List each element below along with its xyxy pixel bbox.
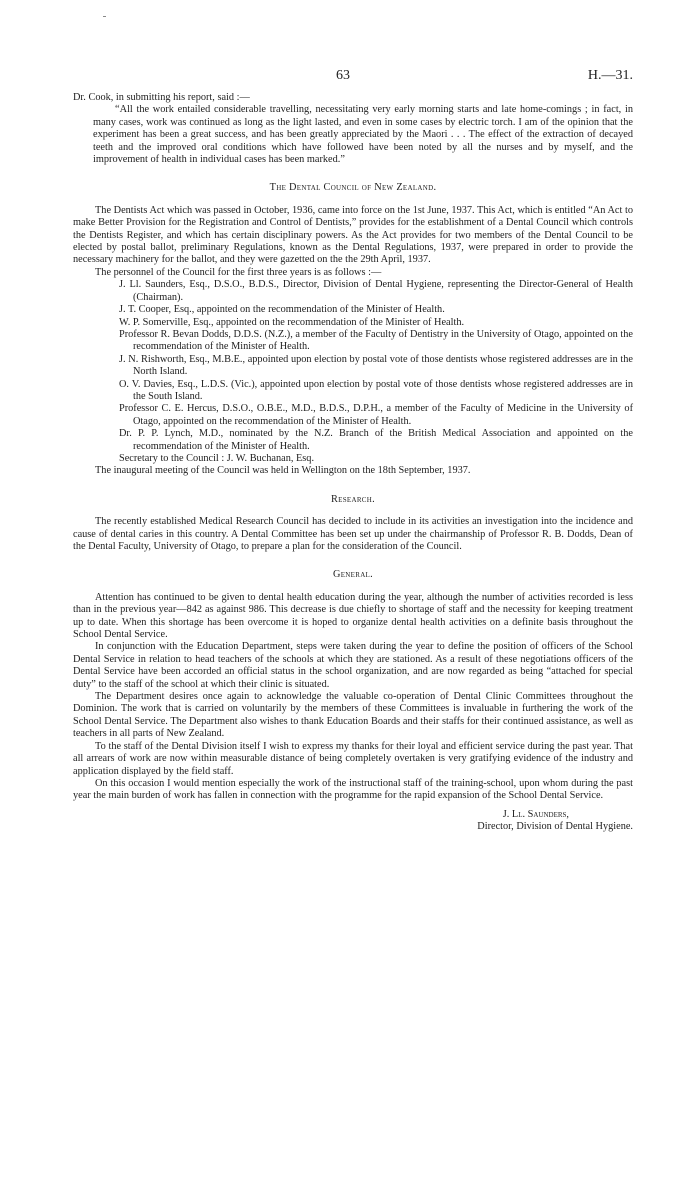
section-heading-research: Research.: [330, 493, 376, 505]
council-member-list: [73, 279, 633, 465]
council-member-item: Professor C. E. Hercus, D.S.O., O.B.E., M.D., B.D.S., D.P.H., a member of the Faculty of Medicine in the University of Otago, appointed on the recommendation of the Minister of Health.: [119, 403, 633, 427]
council-member-item: J. Ll. Saunders, Esq., D.S.O., B.D.S., Director, Division of Dental Hygiene, representing the Director-General of Health (Chairman).: [119, 279, 633, 303]
page-number: 63: [336, 68, 350, 83]
dental-council-paragraph-3: The inaugural meeting of the Council was held in Wellington on the 18th September, 1937.: [95, 465, 471, 477]
signature-block: [73, 809, 633, 834]
general-paragraph: On this occasion I would mention especially the work of the instructional staff of the training-school, upon whom during the past year the main burden of work has fallen in connection with the programme for the rapid expansion of the School Dental Service.: [73, 777, 633, 802]
document-page: [73, 70, 633, 834]
council-secretary-item: Secretary to the Council : J. W. Buchanan, Esq.: [119, 452, 315, 464]
page-header: [73, 70, 633, 92]
intro-quote: “All the work entailed considerable travelling, necessitating very early morning starts and late home-comings ; in fact, in many cases, work was continued as long as the light lasted, and even in some cases by electric torch. I am of the opinion that the experiment has been a great success, and has been greatly appreciated by the Maori . . . The effect of the extraction of decayed teeth and the improved oral conditions which have followed have been noted by all the nurses and by myself, and the improvement of health in individual cases has been marked.”: [93, 104, 633, 166]
signature-name: J. Ll. Saunders,: [502, 808, 569, 820]
council-member-item: Dr. P. P. Lynch, M.D., nominated by the N.Z. Branch of the British Medical Association and appointed on the recommendation of the Minister of Health.: [119, 428, 633, 452]
dental-council-paragraph-1: The Dentists Act which was passed in October, 1936, came into force on the 1st June, 1937. This Act, which is entitled “An Act to make Better Provision for the Registration and Control of Dentists,” provides for the establishment of a Dental Council which controls the Dentists Register, and which has certain disciplinary powers. As the Act provides for two members of the Dental Council to be elected by postal ballot, preliminary Regulations, known as the Dental Regulations, 1937, were prepared in order to provide the necessary machinery for the ballot, and they were gazetted on the the 29th April, 1937.: [73, 204, 633, 266]
council-member-item: Professor R. Bevan Dodds, D.D.S. (N.Z.), a member of the Faculty of Dentistry in the University of Otago, appointed on the recommendation of the Minister of Health.: [119, 328, 633, 353]
margin-mark: [103, 16, 106, 17]
council-member-item: J. N. Rishworth, Esq., M.B.E., appointed upon election by postal vote of those dentists whose registered addresses are in the North Island.: [119, 353, 633, 378]
general-paragraph: Attention has continued to be given to dental health education during the year, although the number of activities recorded is less than in the previous year—842 as against 986. This decrease is due chiefly to shortage of staff and the necessity for keeping treatment up to date. When this shortage has been overcome it is hoped to organize dental health activities on a definite basis throughout the School Dental Service.: [73, 591, 633, 641]
dental-council-paragraph-2: The personnel of the Council for the first three years is as follows :—: [95, 266, 382, 278]
signature-title: Director, Division of Dental Hygiene.: [477, 821, 633, 833]
research-paragraph-1: The recently established Medical Research Council has decided to include in its activities an investigation into the incidence and cause of dental caries in this country. A Dental Committee has been set up under the chairmanship of Professor R. B. Dodds, Dean of the Dental Faculty, University of Otago, to prepare a plan for the consideration of the Council.: [73, 516, 633, 552]
general-paragraph: In conjunction with the Education Department, steps were taken during the year to define the position of officers of the School Dental Service in relation to head teachers of the schools at which they are stationed. As a result of these negotiations officers of the Dental Service have been accorded an official status in the school organization, and are now regarded as being “attached for special duty” to the staff of the school at which their clinic is situated.: [73, 641, 633, 690]
council-member-item: J. T. Cooper, Esq., appointed on the recommendation of the Minister of Health.: [119, 304, 445, 316]
section-heading-dental-council: The Dental Council of New Zealand.: [269, 182, 437, 194]
council-member-item: W. P. Somerville, Esq., appointed on the recommendation of the Minister of Health.: [119, 316, 465, 328]
intro-lead: Dr. Cook, in submitting his report, said :—: [73, 92, 250, 103]
section-heading-general: General.: [332, 569, 374, 581]
document-reference: H.—31.: [587, 68, 633, 83]
council-member-item: O. V. Davies, Esq., L.D.S. (Vic.), appointed upon election by postal vote of those dentists whose registered addresses are in the South Island.: [119, 378, 633, 402]
general-paragraph: To the staff of the Dental Division itself I wish to express my thanks for their loyal and efficient service during the past year. That all arrears of work are now within measurable distance of being completely overtaken is very gratifying evidence of the industry and application displayed by the field staff.: [73, 740, 633, 777]
general-paragraph: The Department desires once again to acknowledge the valuable co-operation of Dental Clinic Committees throughout the Dominion. The work that is carried on voluntarily by the members of these Committees is invaluable in furthering the work of the School Dental Service. The Department also wishes to thank Education Boards and their staffs for their continued assistance, as well as teachers in all parts of New Zealand.: [73, 691, 633, 740]
